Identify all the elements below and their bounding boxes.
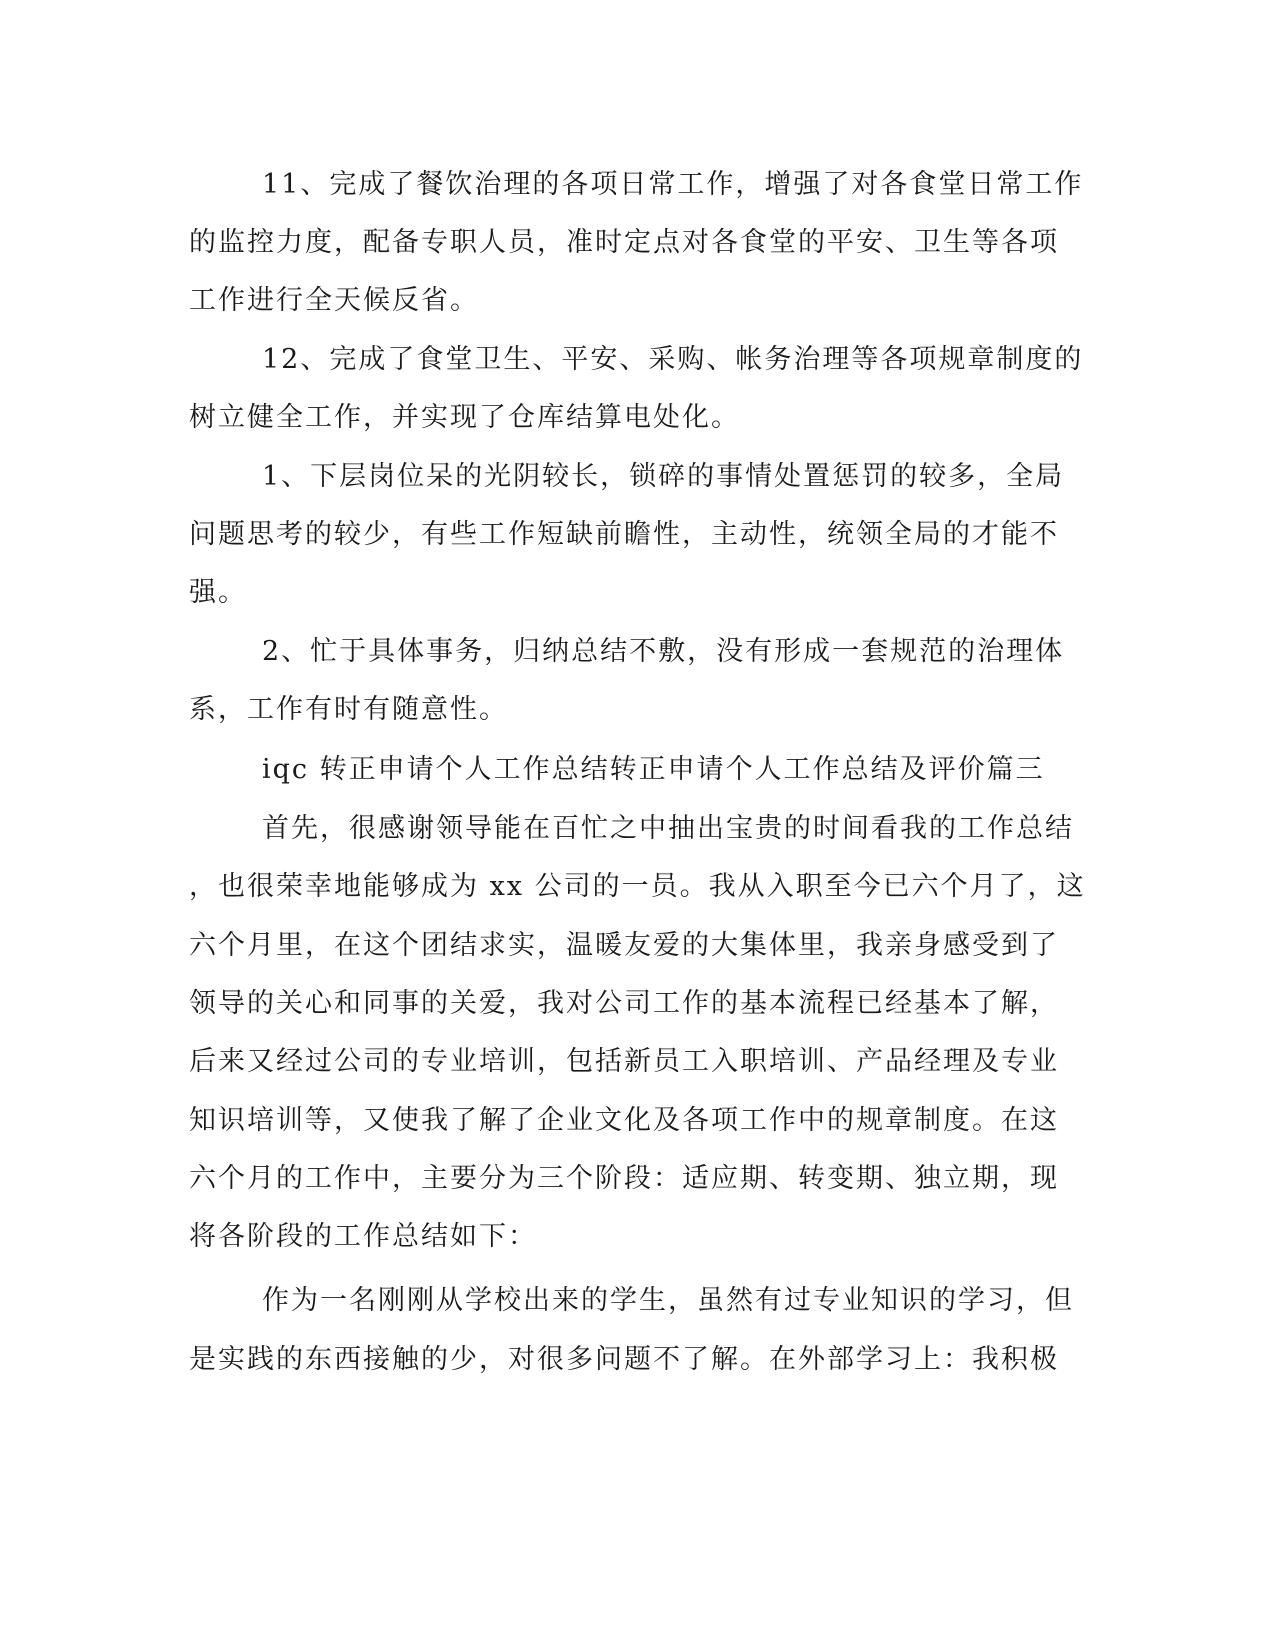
text-line: 后来又经过公司的专业培训，包括新员工入职培训、产品经理及专业 [189,1046,1059,1077]
text-line: 强。 [189,577,247,608]
text-line: 是实践的东西接触的少，对很多问题不了解。在外部学习上：我积极 [189,1344,1059,1375]
section-heading: iqc 转正申请个人工作总结转正申请个人工作总结及评价篇三 [262,754,1045,785]
text-line: 首先，很感谢领导能在百忙之中抽出宝贵的时间看我的工作总结 [262,813,1074,844]
text-line: 问题思考的较少，有些工作短缺前瞻性，主动性，统领全局的才能不 [189,519,1059,550]
text-line: 知识培训等，又使我了解了企业文化及各项工作中的规章制度。在这 [189,1105,1059,1136]
text-line: 领导的关心和同事的关爱，我对公司工作的基本流程已经基本了解， [189,988,1059,1019]
text-line: 树立健全工作，并实现了仓库结算电处化。 [189,402,740,433]
text-line: 工作进行全天候反省。 [189,285,479,316]
text-line: 2、忙于具体事务，归纳总结不敷，没有形成一套规范的治理体 [262,636,1065,667]
text-line: 六个月的工作中，主要分为三个阶段：适应期、转变期、独立期，现 [189,1163,1059,1194]
text-line: 作为一名刚刚从学校出来的学生，虽然有过专业知识的学习，但 [262,1285,1074,1316]
text-line: 系，工作有时有随意性。 [189,694,508,725]
text-line: 将各阶段的工作总结如下： [189,1221,537,1252]
text-line: 11、完成了餐饮治理的各项日常工作，增强了对各食堂日常工作 [262,169,1084,200]
text-line: 1、下层岗位呆的光阴较长，锁碎的事情处置惩罚的较多，全局 [262,461,1065,492]
text-line: 12、完成了食堂卫生、平安、采购、帐务治理等各项规章制度的 [262,344,1084,375]
text-line: ，也很荣幸地能够成为 xx 公司的一员。我从入职至今已六个月了，这 [189,871,1086,902]
text-line: 六个月里，在这个团结求实，温暖友爱的大集体里，我亲身感受到了 [189,930,1059,961]
text-line: 的监控力度，配备专职人员，准时定点对各食堂的平安、卫生等各项 [189,227,1059,258]
